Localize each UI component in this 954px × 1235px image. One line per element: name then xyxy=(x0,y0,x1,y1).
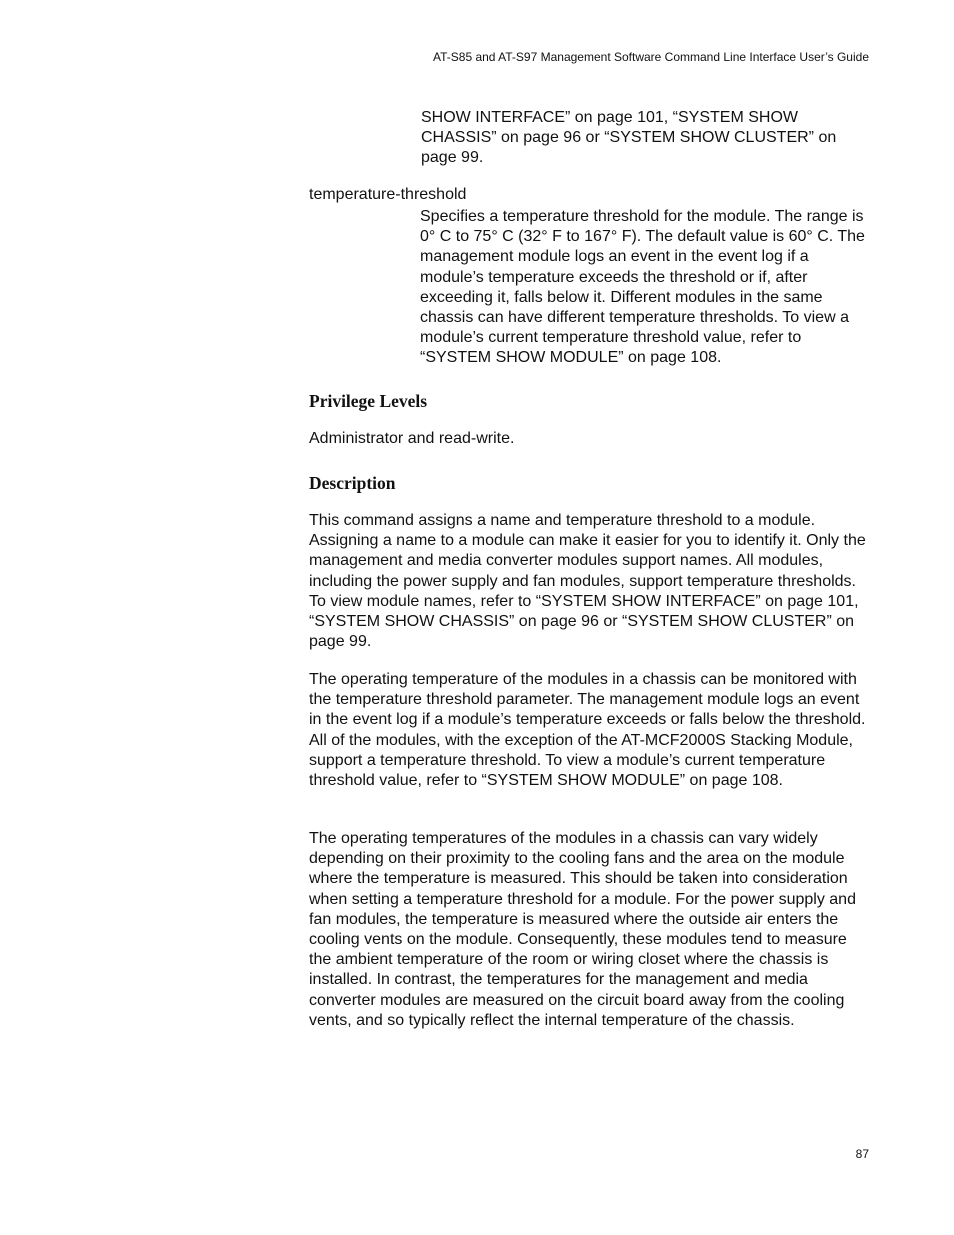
continued-parameter-text: SHOW INTERFACE” on page 101, “SYSTEM SHOW CHASSIS” on page 96 or “SYSTEM SHOW CLUSTER” on page 99. xyxy=(421,109,837,167)
description-paragraph-1: This command assigns a name and temperature threshold to a module. Assigning a name to a module can make it easier for you to identify it. Only the management and media converter modules support names. All modules, including the power supply and fan modules, support temperature thresholds. To view module names, refer to “SYSTEM SHOW INTERFACE” on page 101, “SYSTEM SHOW CHASSIS” on page 96 or “SYSTEM SHOW CLUSTER” on page 99. xyxy=(309,512,866,651)
page-number: 87 xyxy=(855,1147,869,1161)
parameter-name: temperature-threshold xyxy=(309,186,467,203)
description-paragraph-3: The operating temperatures of the modules in a chassis can vary widely depending on their proximity to the cooling fans and the area on the module where the temperature is measured. This should be taken into consideration when setting a temperature threshold for a module. For the power supply and fan modules, the temperature is measured where the outside air enters the cooling vents on the module. Consequently, these modules tend to measure the ambient temperature of the room or wiring closet where the chassis is installed. In contrast, the temperatures for the management and media converter modules are measured on the circuit board away from the cooling vents, and so typically reflect the internal temperature of the chassis. xyxy=(309,830,856,1029)
description-paragraph-2: The operating temperature of the modules in a chassis can be monitored with the temperature threshold parameter. The management module logs an event in the event log if a module’s temperature exceeds or falls below the threshold. All of the modules, with the exception of the AT-MCF2000S Stacking Module, support a temperature threshold. To view a module’s current temperature threshold value, refer to “SYSTEM SHOW MODULE” on page 108. xyxy=(309,671,866,790)
privilege-levels-text: Administrator and read-write. xyxy=(309,430,515,447)
parameter-description: Specifies a temperature threshold for the module. The range is 0° C to 75° C (32° F to 167° F). The default value is 60° C. The management module logs an event in the event log if a module’s temperature exceeds the threshold or if, after exceeding it, falls below it. Different modules in the same chassis can have different temperature thresholds. To view a module’s current temperature threshold value, refer to “SYSTEM SHOW MODULE” on page 108. xyxy=(420,208,865,367)
privilege-levels-heading: Privilege Levels xyxy=(309,391,428,411)
running-header: AT-S85 and AT-S97 Management Software Command Line Interface User’s Guide xyxy=(432,50,869,64)
description-heading: Description xyxy=(309,473,396,493)
